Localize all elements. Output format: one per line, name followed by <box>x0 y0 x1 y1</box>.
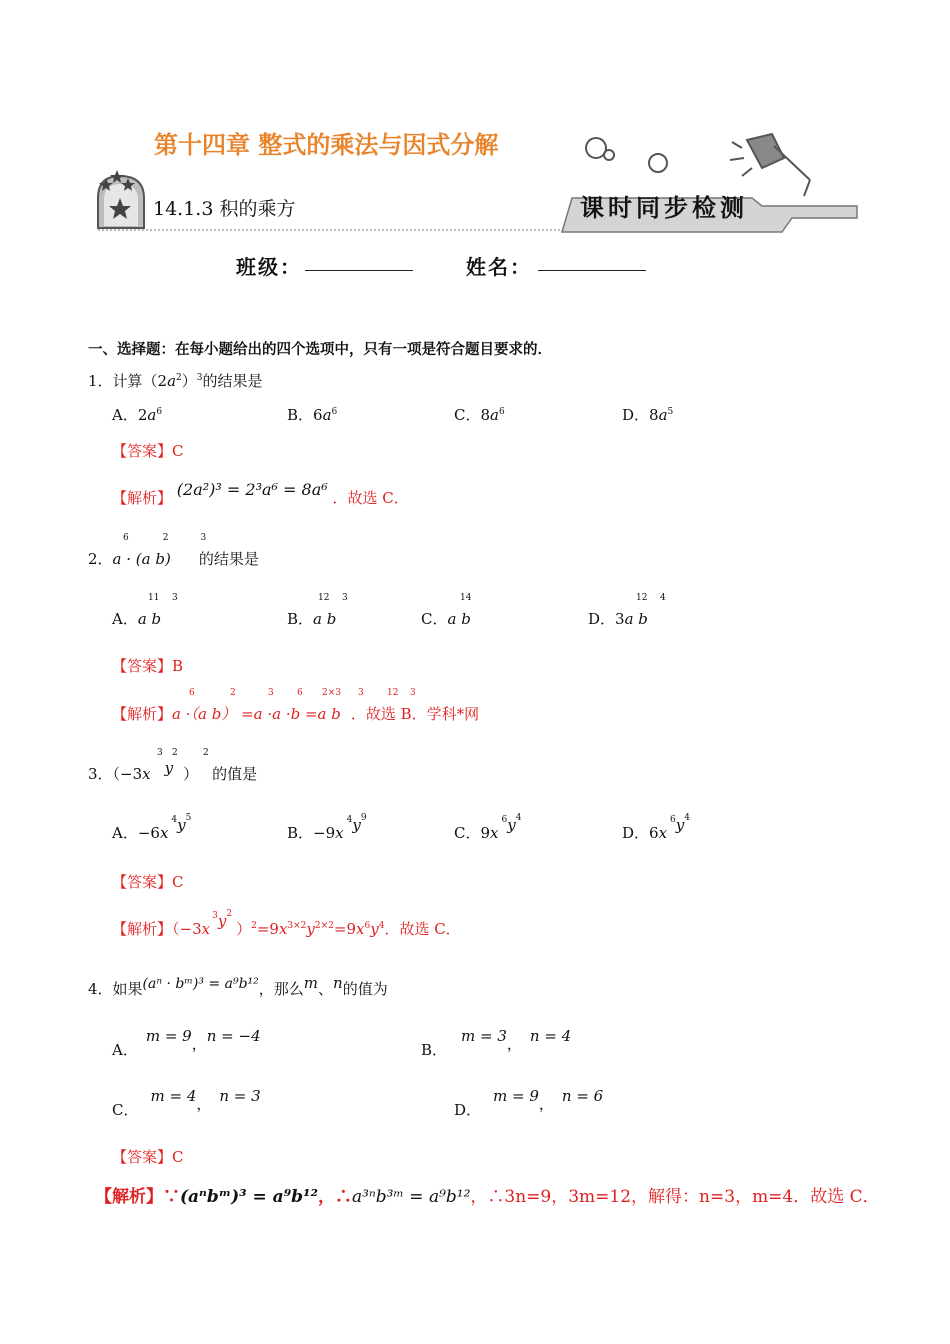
q4-option-b[interactable]: B．m = 3， n = 4 <box>421 1027 572 1059</box>
q3-option-a[interactable]: A．$-6x^4y^5$ <box>112 813 192 842</box>
q3-option-c[interactable]: C．$9x^6y^4$ <box>454 813 522 842</box>
q4-option-c[interactable]: C．m = 4， n = 3 <box>112 1087 261 1119</box>
q2-option-d[interactable]: D．3a b <box>588 610 648 628</box>
q2-answer: 【答案】B <box>112 657 184 675</box>
q3-option-b[interactable]: B．$-9x^4y^9$ <box>287 813 367 842</box>
q3-analysis: 【解析】$(-3x^3y^2)^2=9x^{3\times 2}y^{2\times 2}=9x^6y^4$．故选 C． <box>112 909 461 938</box>
q3-answer: 【答案】C <box>112 873 184 891</box>
q1-analysis: 【解析】 (2a²)³ = 2³a⁶ = 8a⁶ ．故选 C． <box>112 480 409 507</box>
q1-option-b[interactable]: B．$6a^6$ <box>287 406 338 424</box>
question-1: 1．计算$(2a^2)^3$的结果是 <box>88 372 263 390</box>
q2-analysis: 【解析】a ·（a b） =a ·a ·b =a b ．故选 B．学科*网 <box>112 705 480 723</box>
desk-lamp-icon <box>586 134 810 196</box>
question-2: 2．a · (a b) 的结果是 <box>88 550 259 568</box>
question-3: 3．（−3x y ） 的值是 <box>88 759 258 783</box>
q2-option-a[interactable]: A．a b <box>112 610 162 628</box>
section-title: 一、选择题：在每小题给出的四个选项中，只有一项是符合题目要求的． <box>88 342 552 358</box>
sync-test-label: 课时同步检测 <box>580 193 748 222</box>
q4-option-d[interactable]: D．m = 9， n = 6 <box>454 1087 604 1119</box>
q4-answer: 【答案】C <box>112 1148 184 1166</box>
lesson-title: 14.1.3 积的乘方 <box>153 198 296 220</box>
q2-sups: 6 2 3 <box>123 533 207 543</box>
question-4: 4．如果(aⁿ · bᵐ)³ = a⁹b¹²，那么m、n的值为 <box>88 974 388 998</box>
q2-option-b[interactable]: B．a b <box>287 610 337 628</box>
star-badge-icon <box>98 170 144 228</box>
name-label: 姓名： <box>466 255 532 279</box>
q1-option-a[interactable]: A．$2a^6$ <box>112 406 163 424</box>
q2-option-c[interactable]: C．a b <box>421 610 471 628</box>
class-blank[interactable] <box>305 270 413 271</box>
q4-option-a[interactable]: A．m = 9，n = −4 <box>112 1027 261 1059</box>
q4-analysis: 【解析】∵(aⁿbᵐ)³ = a⁹b¹²，∴a³ⁿb³ᵐ = a⁹b¹²，∴3n=9，3m=12，解得：n=3，m=4．故选 C． <box>95 1187 880 1207</box>
q1-answer: 【答案】C <box>112 442 184 460</box>
q1-option-c[interactable]: C．$8a^6$ <box>454 406 505 424</box>
q1-option-d[interactable]: D．$8a^5$ <box>622 406 674 424</box>
chapter-title: 第十四章 整式的乘法与因式分解 <box>154 131 499 159</box>
name-blank[interactable] <box>538 270 646 271</box>
class-label: 班级： <box>236 255 302 279</box>
q3-option-d[interactable]: D．$6x^6y^4$ <box>622 813 690 842</box>
